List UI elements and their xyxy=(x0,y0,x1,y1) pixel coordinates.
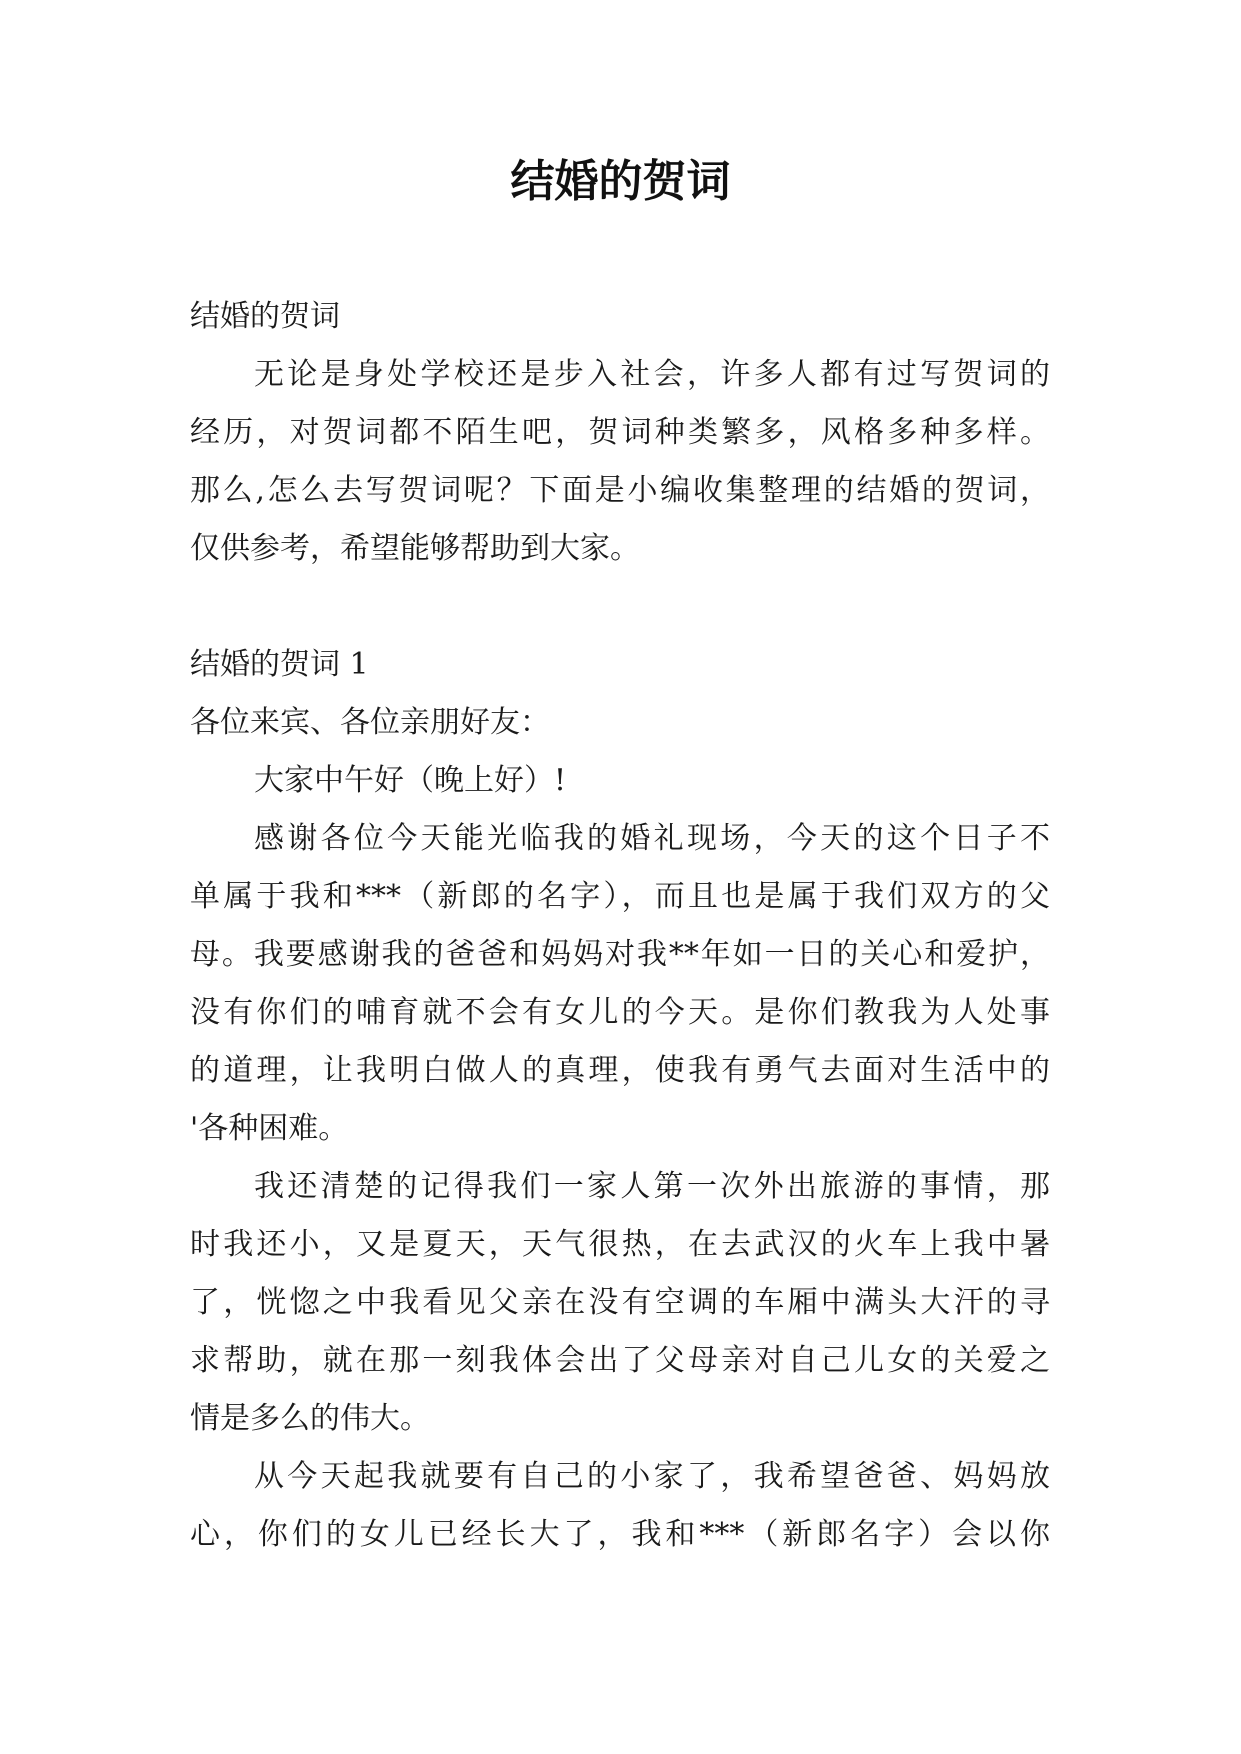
intro-paragraph-line: 那么,怎么去写贺词呢？下面是小编收集整理的结婚的贺词， xyxy=(190,473,1050,508)
intro-paragraph-line: 经历，对贺词都不陌生吧，贺词种类繁多，风格多种多样。 xyxy=(190,415,1050,450)
intro-paragraph-line: 仅供参考，希望能够帮助到大家。 xyxy=(190,531,640,566)
paragraph-line: 母。我要感谢我的爸爸和妈妈对我**年如一日的关心和爱护， xyxy=(190,937,1050,972)
section-heading: 结婚的贺词 1 xyxy=(190,647,369,682)
paragraph-line: 时我还小，又是夏天，天气很热，在去武汉的火车上我中暑 xyxy=(190,1227,1050,1262)
paragraph-line: 从今天起我就要有自己的小家了，我希望爸爸、妈妈放 xyxy=(254,1459,1050,1494)
paragraph-line: 情是多么的伟大。 xyxy=(190,1401,430,1436)
intro-heading: 结婚的贺词 xyxy=(190,299,340,334)
paragraph-line: 没有你们的哺育就不会有女儿的今天。是你们教我为人处事 xyxy=(190,995,1050,1030)
document-title: 结婚的贺词 xyxy=(510,156,731,207)
paragraph-line: 了，恍惚之中我看见父亲在没有空调的车厢中满头大汗的寻 xyxy=(190,1285,1050,1320)
paragraph-line: 的道理，让我明白做人的真理，使我有勇气去面对生活中的 xyxy=(190,1053,1050,1088)
greeting: 大家中午好（晚上好）! xyxy=(254,763,567,798)
paragraph-line: '各种困难。 xyxy=(190,1111,349,1146)
intro-paragraph-line: 无论是身处学校还是步入社会，许多人都有过写贺词的 xyxy=(254,357,1050,392)
salutation: 各位来宾、各位亲朋好友： xyxy=(190,705,550,740)
paragraph-line: 求帮助，就在那一刻我体会出了父母亲对自己儿女的关爱之 xyxy=(190,1343,1050,1378)
paragraph-line: 我还清楚的记得我们一家人第一次外出旅游的事情，那 xyxy=(254,1169,1050,1204)
paragraph-line: 心，你们的女儿已经长大了，我和***（新郎名字）会以你 xyxy=(190,1517,1050,1552)
paragraph-line: 感谢各位今天能光临我的婚礼现场，今天的这个日子不 xyxy=(254,821,1050,856)
document-body xyxy=(190,288,1050,1564)
section-spacer xyxy=(190,578,1050,636)
paragraph-line: 单属于我和***（新郎的名字），而且也是属于我们双方的父 xyxy=(190,879,1050,914)
